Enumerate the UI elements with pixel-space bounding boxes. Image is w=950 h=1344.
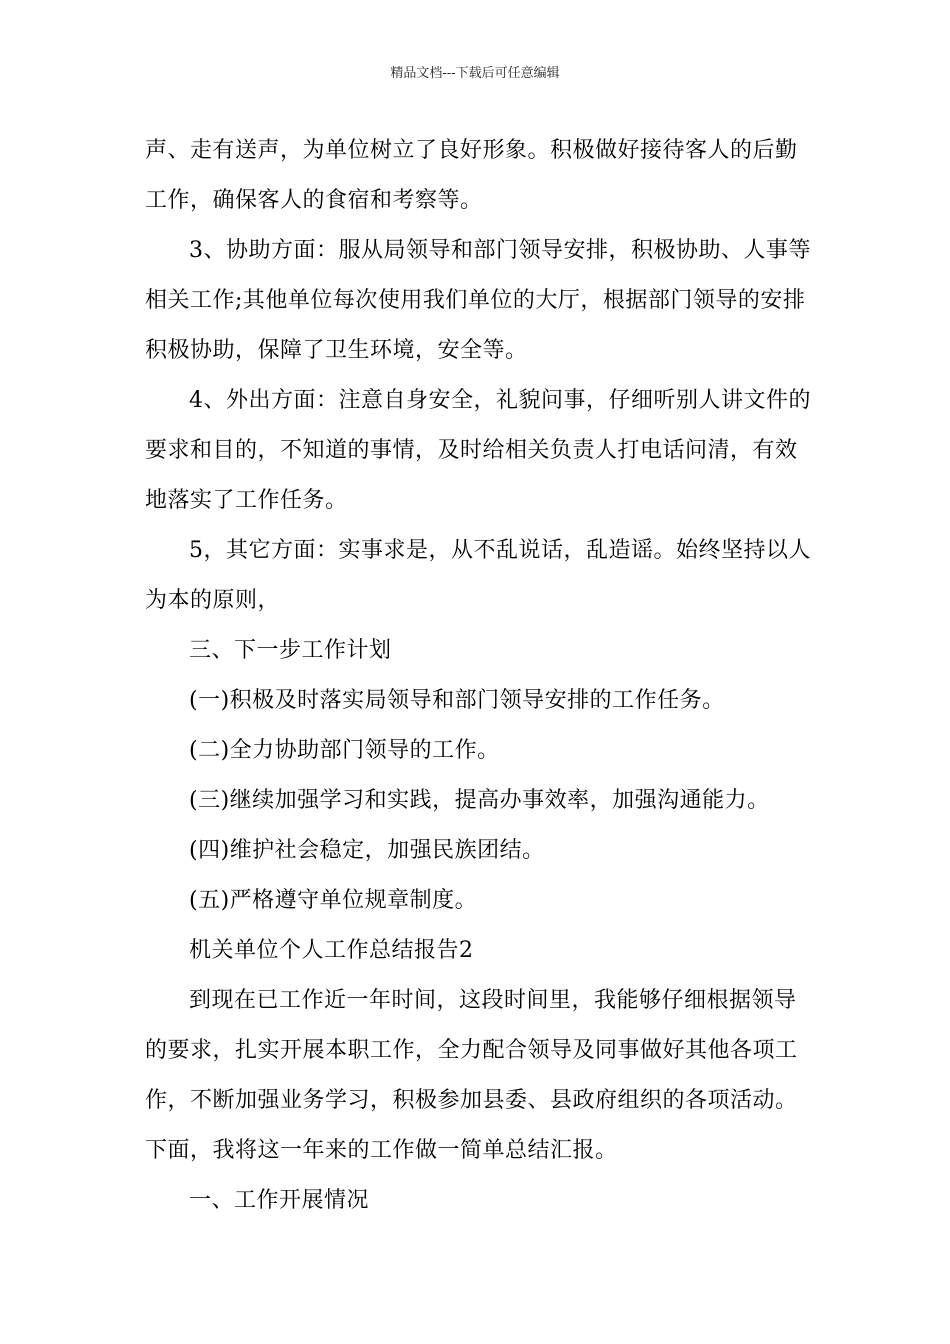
text-line: 积极协助，保障了卫生环境，安全等。 (145, 338, 528, 363)
report-title: 机关单位个人工作总结报告2 (189, 938, 474, 963)
page-header: 精品文档---下载后可任意编辑 (390, 66, 560, 81)
text-line: 相关工作;其他单位每次使用我们单位的大厅，根据部门领导的安排 (145, 288, 806, 313)
plan-item: (五)严格遵守单位规章制度。 (189, 888, 478, 913)
text-line: 到现在已工作近一年时间，这段时间里，我能够仔细根据领导 (189, 988, 797, 1013)
section-heading: 一、工作开展情况 (189, 1188, 370, 1213)
text-line: 为本的原则， (145, 588, 281, 613)
plan-item: (三)继续加强学习和实践，提高办事效率，加强沟通能力。 (189, 788, 770, 813)
text-line: 地落实了工作任务。 (145, 488, 348, 513)
text-line: 下面，我将这一年来的工作做一简单总结汇报。 (145, 1138, 618, 1163)
plan-item: (二)全力协助部门领导的工作。 (189, 738, 500, 763)
text-line: 作，不断加强业务学习，积极参加县委、县政府组织的各项活动。 (145, 1088, 798, 1113)
text-line: 的要求，扎实开展本职工作，全力配合领导及同事做好其他各项工 (145, 1038, 798, 1063)
text-line: 工作，确保客人的食宿和考察等。 (145, 188, 483, 213)
section-heading: 三、下一步工作计划 (189, 638, 392, 663)
plan-item: (四)维护社会稳定，加强民族团结。 (189, 838, 545, 863)
text-line: 3、协助方面：服从局领导和部门领导安排，积极协助、人事等 (189, 238, 811, 263)
text-line: 声、走有送声，为单位树立了良好形象。积极做好接待客人的后勤 (145, 138, 798, 163)
text-line: 5，其它方面：实事求是，从不乱说话，乱造谣。始终坚持以人 (189, 538, 811, 563)
text-line: 4、外出方面：注意自身安全，礼貌问事，仔细听别人讲文件的 (189, 388, 811, 413)
plan-item: (一)积极及时落实局领导和部门领导安排的工作任务。 (189, 688, 725, 713)
text-line: 要求和目的，不知道的事情，及时给相关负责人打电话问清，有效 (145, 438, 798, 463)
